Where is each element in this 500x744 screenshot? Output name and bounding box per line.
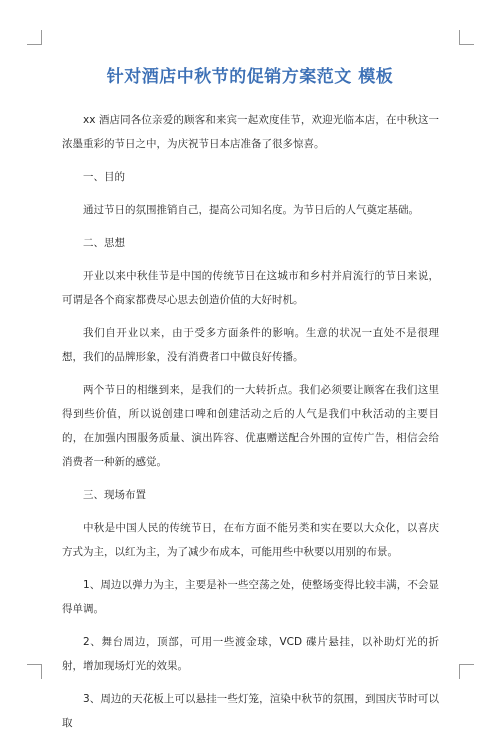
crop-mark-bottom-right [459,664,474,679]
intro-paragraph: xx 酒店同各位亲爱的顾客和来宾一起欢度佳节，欢迎光临本店，在中秋这一浓墨重彩的节日之中，为庆祝节日本店准备了很多惊喜。 [62,114,439,150]
crop-mark-top-left [27,30,42,45]
paragraph-layout-1: 中秋是中国人民的传统节日，在布方面不能另类和实在要以大众化，以喜庆方式为主，以红为主，为了减少布成本，可能用些中秋要以用别的布景。 [62,522,439,558]
paragraph-purpose: 通过节日的氛围推销自己，提高公司知名度。为节日后的人气奠定基础。 [83,204,419,216]
paragraph-idea-2: 我们自开业以来，由于受多方面条件的影响。生意的状况一直处不是很理想，我们的品牌形象，没有消费者口中做良好传播。 [62,327,439,363]
paragraph-layout-item-1: 1、周边以弹力为主，主要是补一些空荡之处，使整场变得比较丰满，不会显得单调。 [62,579,439,615]
section-heading-idea: 二、思想 [83,237,125,249]
crop-mark-bottom-left [27,664,42,679]
crop-mark-top-right [459,30,474,45]
section-heading-layout: 三、现场布置 [83,489,146,501]
paragraph-layout-item-3: 3、周边的天花板上可以悬挂一些灯笼，渲染中秋节的氛围，到国庆节时可以取 [62,693,439,729]
document-body [62,108,439,744]
section-heading-purpose: 一、目的 [83,171,125,183]
paragraph-layout-item-2: 2、舞台周边，顶部，可用一些渡金球，VCD 碟片悬挂，以补助灯光的折射，增加现场灯光的效果。 [62,636,439,672]
paragraph-idea-1: 开业以来中秋佳节是中国的传统节日在这城市和乡村并肩流行的节日来说，可谓是各个商家都费尽心思去创造价值的大好时机。 [62,270,439,306]
document-title: 针对酒店中秋节的促销方案范文 模板 [106,67,394,87]
paragraph-idea-3: 两个节日的相继到来，是我们的一大转折点。我们必须要让顾客在我们这里得到些价值，所以说创建口啤和创建活动之后的人气是我们中秋活动的主要目的，在加强内围服务质量、演出阵容、优惠赠送配合外围的宣传广告，相信会给消费者一种新的感觉。 [62,384,439,468]
